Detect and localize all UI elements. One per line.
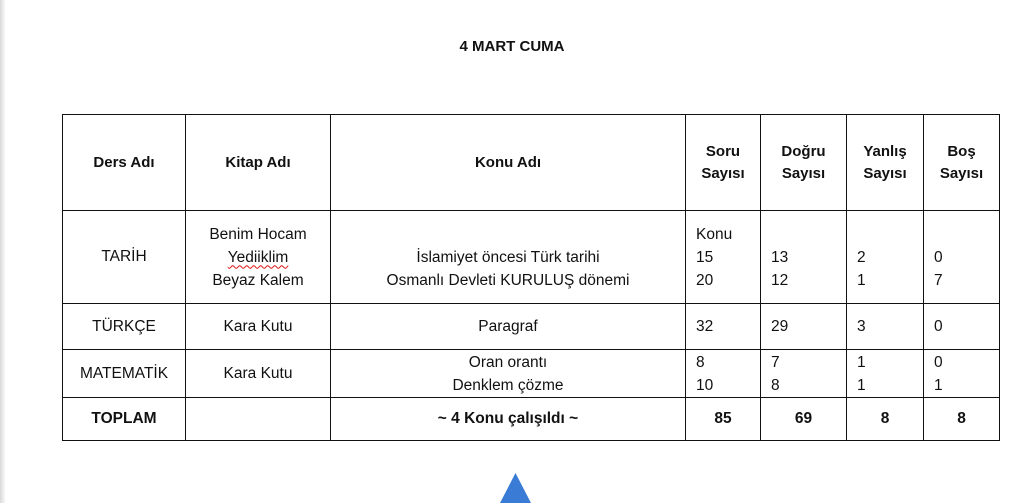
- cell-konu: [331, 211, 686, 304]
- header-kitap: Kitap Adı: [186, 115, 331, 211]
- header-konu: Konu Adı: [331, 115, 686, 211]
- cell-soru: [686, 211, 761, 304]
- cell-konu: [331, 350, 686, 398]
- header-bos-line1: Boş: [947, 142, 976, 160]
- total-bos: 8: [924, 398, 1000, 441]
- header-soru-line2: Sayısı: [701, 164, 745, 182]
- cell-soru: 32: [686, 304, 761, 350]
- spellcheck-word: Yediiklim: [227, 248, 289, 266]
- book-name: Benim Hocam: [209, 225, 307, 243]
- total-label: TOPLAM: [63, 398, 186, 441]
- topic-name: İslamiyet öncesi Türk tarihi: [416, 248, 600, 266]
- cell-yanlis: [847, 350, 924, 398]
- value: Konu: [696, 225, 733, 243]
- cell-dogru: [761, 211, 847, 304]
- triangle-up-icon[interactable]: [500, 473, 531, 503]
- study-table: [62, 114, 1000, 441]
- header-dogru-line1: Doğru: [781, 142, 826, 160]
- total-konu: ~ 4 Konu çalışıldı ~: [331, 398, 686, 441]
- value: 8: [696, 353, 705, 371]
- table-row-tarih: [63, 211, 1000, 304]
- topic-name: Oran orantı: [468, 353, 548, 371]
- value: 1: [857, 376, 866, 394]
- value: 12: [771, 271, 789, 289]
- topic-name: Denklem çözme: [452, 376, 564, 394]
- header-row: [63, 115, 1000, 211]
- topic-name: [331, 223, 685, 246]
- cell-konu: Paragraf: [331, 304, 686, 350]
- header-soru-line1: Soru: [705, 142, 741, 160]
- cell-kitap: [186, 211, 331, 304]
- total-dogru: 69: [761, 398, 847, 441]
- cell-ders: TARİH: [63, 211, 186, 304]
- header-yanlis: [847, 115, 924, 211]
- value: 7: [934, 271, 943, 289]
- cell-dogru: 29: [761, 304, 847, 350]
- value: 13: [771, 248, 789, 266]
- cell-bos: [924, 211, 1000, 304]
- topic-name: Osmanlı Devleti KURULUŞ dönemi: [386, 271, 630, 289]
- value: [934, 223, 999, 246]
- page-edge: [0, 0, 6, 503]
- total-kitap: [186, 398, 331, 441]
- cell-ders: TÜRKÇE: [63, 304, 186, 350]
- total-yanlis: 8: [847, 398, 924, 441]
- value: 7: [771, 353, 780, 371]
- header-bos: [924, 115, 1000, 211]
- cell-soru: [686, 350, 761, 398]
- total-row: [63, 398, 1000, 441]
- header-bos-line2: Sayısı: [939, 164, 984, 182]
- header-soru: [686, 115, 761, 211]
- cell-bos: [924, 350, 1000, 398]
- cell-bos: 0: [924, 304, 1000, 350]
- book-name: Beyaz Kalem: [212, 271, 304, 289]
- value: 15: [696, 248, 714, 266]
- book-name: [186, 246, 330, 269]
- cell-dogru: [761, 350, 847, 398]
- page-title: 4 MART CUMA: [459, 38, 565, 55]
- value: 8: [771, 376, 780, 394]
- table-row-turkce: [63, 304, 1000, 350]
- value: [857, 223, 923, 246]
- value: 0: [934, 353, 943, 371]
- header-ders: Ders Adı: [63, 115, 186, 211]
- value: 0: [934, 248, 943, 266]
- value: 20: [696, 271, 714, 289]
- cell-ders: MATEMATİK: [63, 350, 186, 398]
- table-row-matematik: [63, 350, 1000, 398]
- header-yanlis-line2: Sayısı: [863, 164, 907, 182]
- cell-kitap: Kara Kutu: [186, 350, 331, 398]
- total-soru: 85: [686, 398, 761, 441]
- header-dogru: [761, 115, 847, 211]
- value: 1: [857, 353, 866, 371]
- value: 2: [857, 248, 866, 266]
- header-yanlis-line1: Yanlış: [863, 142, 907, 160]
- cell-yanlis: [847, 211, 924, 304]
- value: 10: [696, 376, 714, 394]
- header-dogru-line2: Sayısı: [781, 164, 826, 182]
- value: 1: [857, 271, 866, 289]
- cell-kitap: Kara Kutu: [186, 304, 331, 350]
- value: 1: [934, 376, 943, 394]
- cell-yanlis: 3: [847, 304, 924, 350]
- value: [771, 223, 846, 246]
